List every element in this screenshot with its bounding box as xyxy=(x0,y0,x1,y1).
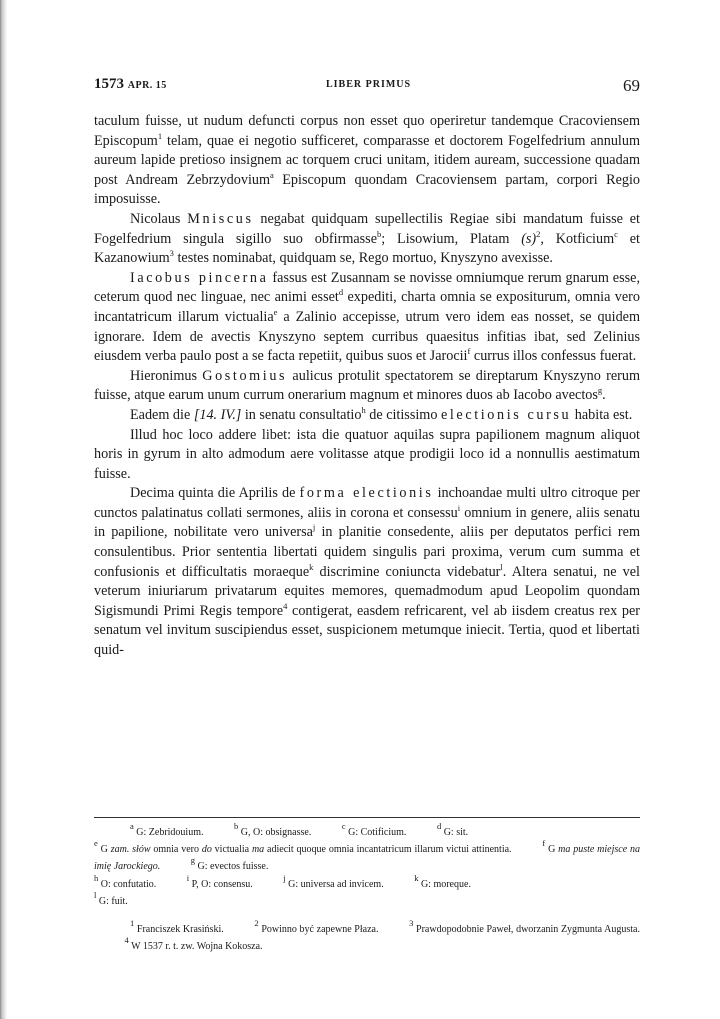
paragraph-2: Nicolaus Mniscus negabat quidquam supellectilis Regiae sibi mandatum fuisse et Fogelfedrium singula sigillo suo obfirmasse$^b$; Lisowium, Platam $(s)^2$, Kotficium$^c$ et Kazanowium$^3$ testes nominabat, quidquam se, Rego mortuo, Knyszyno avexisse. xyxy=(94,210,641,267)
main-text xyxy=(94,112,640,661)
paragraph-6: Illud hoc loco addere libet: ista die quatuor aquilas supra papilionem magnum aliquot horis in gyrum in alto admodum aere volitasse atque prodigii loco id a nonnullis aestimatum fuisse. xyxy=(94,426,640,482)
header-date xyxy=(94,76,167,93)
footnote-line: $^a$ G: Zebridouium. $^b$ G, O: obsignasse. $^c$ G: Cotificium. $^d$ G: sit. $^e$ G zam. słów omnia vero do victualia ma adiecit quoque omnia incantatricum illarum victui attinentia. $^f$ G ma puste miejsce na imię Jarockiego. $^g$ G: evectos fuisse. $^h$ O: confutatio. $^i$ P, O: consensu. $^j$ G: universa ad invicem. $^k$ G: moreque. $^l$ G: fuit. xyxy=(94,821,641,907)
header-month-day: APR. 15 xyxy=(127,80,167,91)
footnote-divider xyxy=(94,817,640,818)
paragraph-7: Decima quinta die Aprilis de forma electionis inchoandae multi ultro citroque per cunctos palatinatus collati sermones, aliis in corona et consessu$^i$ omnium in genere, aliis senatu in papilione, nobilitate vero universa$^j$ in planitie consedente, aliis per deputatos perfici rem consulentibus. Prior sententia libertati quidem singulis pari proxima, verum cum summa et confusionis et difficultatis moraeque$^k$ discrimine coniuncta videbatur$^l$. Altera senatui, ne vel veterum iniuriarum privatarum equites memores, quemadmodum apud Leopolim quondam Sigismundi Primi Regis tempore$^4$ contigerat, easdem refricarent, vel ab iisdem creatus rex per senatum vel invitum suscipiendus esset, suspicionem metumque iniecit. Tertia, quod et libertati quid- xyxy=(94,485,641,659)
paragraph-1: taculum fuisse, ut nudum defuncti corpus non esset quo operiretur tandemque Cracoviensem Episcopum$^1$ telam, quae ei negotio sufficeret, comparasse et doctorem Fogelfedrium annulum aureum lapide pretioso insignem ac torquem cruci unitam, itidem auream, successione quadam post Andream Zebrzydovium$^a$ Episcopum quondam Cracoviensem partam, corpori Regio imposuisse. xyxy=(94,113,640,208)
paragraph-4: Hieronimus Gostomius aulicus protulit spectatorem se direptarum Knyszyno rerum fuisse, atque earum unum currum onerarium magnum et minores duos ab Iacobo avectos$^g$. xyxy=(94,367,640,404)
page-binding-edge xyxy=(0,0,8,1019)
paragraph-5: Eadem die [14. IV.] in senatu consultatio$^h$ de citissimo electionis cursu habita est. xyxy=(130,404,633,423)
page-number: 69 xyxy=(623,76,640,95)
running-title: LIBER PRIMUS xyxy=(326,79,412,90)
commentary-footnotes xyxy=(94,918,641,955)
paragraph-3: Iacobus pincerna fassus est Zusannam se novisse omniumque rerum gnarum esse, ceterum quod nec linguae, nec animi esset$^d$ expediti, charta omnia se expositurum, omnia vero incantatricum illarum victualia$^e$ a Zalinio accepisse, utrum vero idem eas nosset, se quidem ignorare. Idem de avectis Knyszyno septem curribus quaesitus infitias ibat, sed Zelinius eiusdem verba paulo post a se facta repetiit, quibus suos et Jarocii$^f$ currus illos confessus fuerat. xyxy=(94,269,641,365)
textual-footnotes xyxy=(94,821,641,910)
commentary-line: $^1$ Franciszek Krasiński. $^2$ Powinno być zapewne Płaza. $^3$ Prawdopodobnie Paweł, dworzanin Zygmunta Augusta. $^4$ W 1537 r. t. zw. Wojna Kokosza. xyxy=(124,918,641,953)
header-year: 1573 xyxy=(94,76,124,92)
running-header xyxy=(94,76,640,98)
